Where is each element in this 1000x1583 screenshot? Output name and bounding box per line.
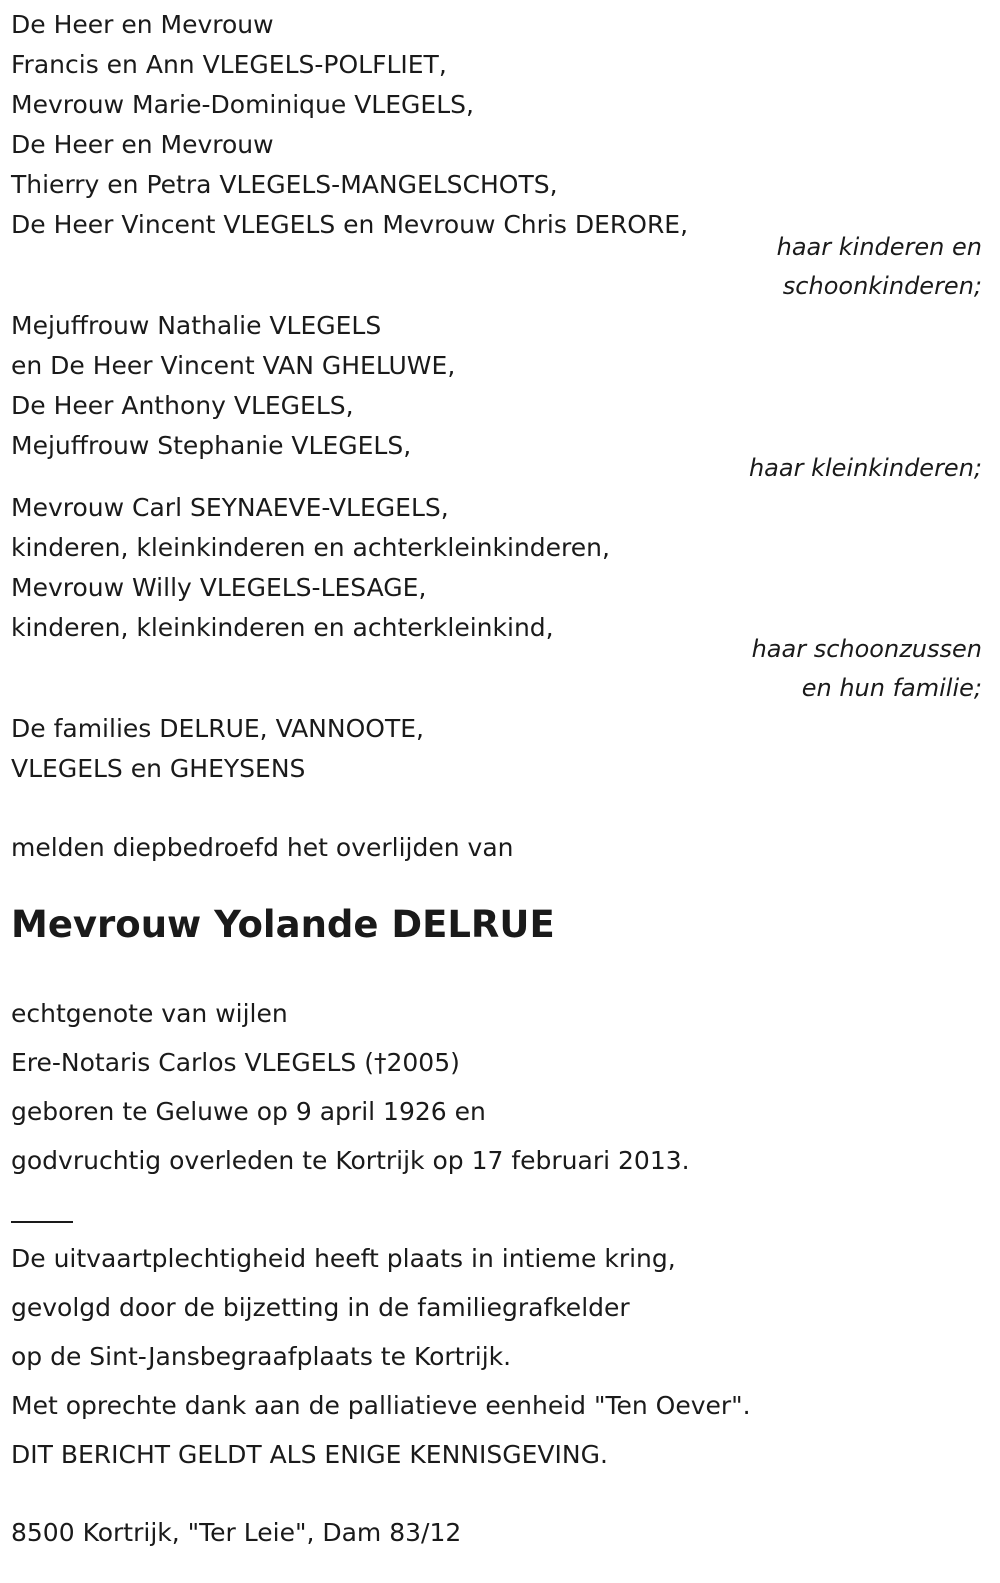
detail-line: geboren te Geluwe op 9 april 1926 en [11,1097,486,1126]
ceremony-line: op de Sint-Jansbegraafplaats te Kortrijk. [11,1342,512,1371]
family-line: kinderen, kleinkinderen en achterkleinkinderen, [11,533,610,562]
relation-label: haar kleinkinderen; [748,454,982,482]
deceased-name: Mevrouw Yolande DELRUE [11,903,555,946]
detail-line: godvruchtig overleden te Kortrijk op 17 februari 2013. [11,1146,690,1175]
detail-line: echtgenote van wijlen [11,999,288,1028]
family-line: De Heer Anthony VLEGELS, [11,391,354,420]
detail-line: Ere-Notaris Carlos VLEGELS (†2005) [11,1048,460,1077]
ceremony-line: DIT BERICHT GELDT ALS ENIGE KENNISGEVING. [11,1440,608,1469]
family-line: Mejuffrouw Stephanie VLEGELS, [11,431,412,460]
family-line: VLEGELS en GHEYSENS [11,754,306,783]
family-line: en De Heer Vincent VAN GHELUWE, [11,351,456,380]
family-line: Thierry en Petra VLEGELS-MANGELSCHOTS, [11,170,558,199]
relation-label: haar schoonzussen [751,635,982,663]
family-line: De Heer en Mevrouw [11,10,274,39]
address: 8500 Kortrijk, "Ter Leie", Dam 83/12 [11,1518,462,1547]
announcement-text: melden diepbedroefd het overlijden van [11,833,514,862]
family-line: De Heer en Mevrouw [11,130,274,159]
family-line: kinderen, kleinkinderen en achterkleinkind, [11,613,554,642]
ceremony-line: De uitvaartplechtigheid heeft plaats in intieme kring, [11,1244,676,1273]
relation-label: haar kinderen en [776,233,982,261]
family-line: De families DELRUE, VANNOOTE, [11,714,424,743]
family-line: De Heer Vincent VLEGELS en Mevrouw Chris DERORE, [11,210,689,239]
ceremony-line: Met oprechte dank aan de palliatieve eenheid "Ten Oever". [11,1391,751,1420]
family-line: Mevrouw Marie-Dominique VLEGELS, [11,90,474,119]
relation-label: en hun familie; [801,674,982,702]
relation-label: schoonkinderen; [782,272,982,300]
ceremony-line: gevolgd door de bijzetting in de familiegrafkelder [11,1293,630,1322]
family-line: Mevrouw Willy VLEGELS-LESAGE, [11,573,427,602]
family-line: Francis en Ann VLEGELS-POLFLIET, [11,50,447,79]
family-line: Mevrouw Carl SEYNAEVE-VLEGELS, [11,493,449,522]
divider [11,1221,73,1223]
family-line: Mejuffrouw Nathalie VLEGELS [11,311,382,340]
